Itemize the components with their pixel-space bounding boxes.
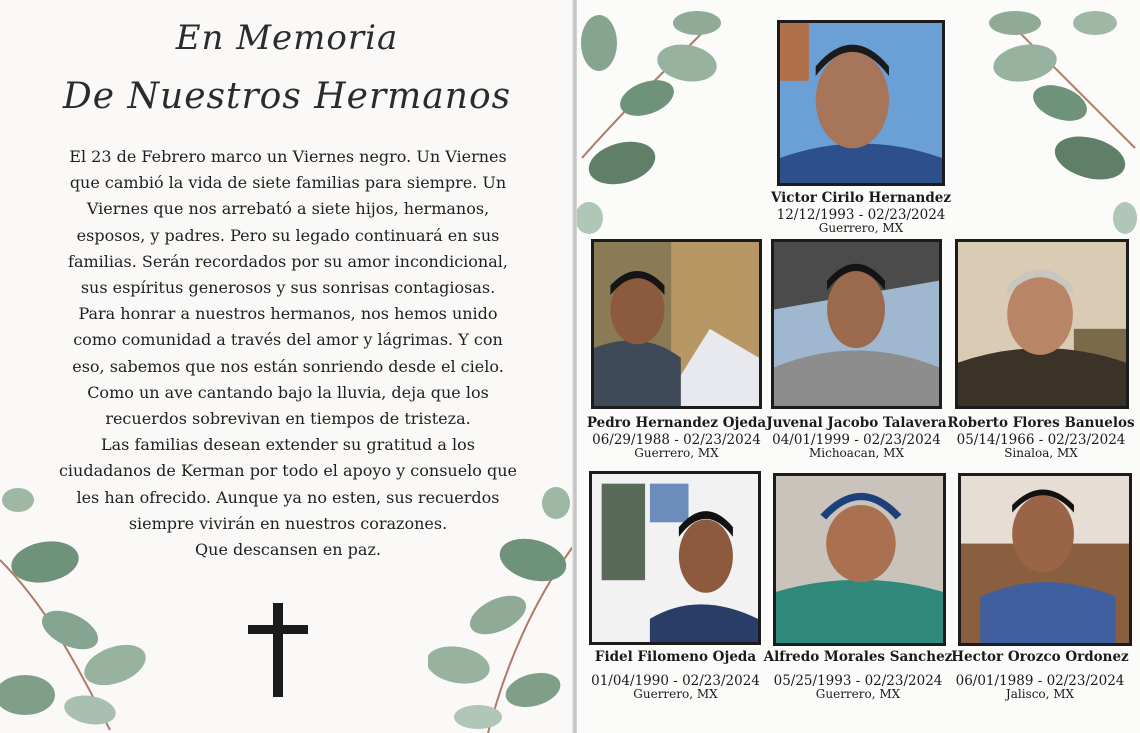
- memorial-dates: 05/14/1966 - 02/23/2024: [956, 432, 1126, 448]
- memorial-dates: 04/01/1999 - 02/23/2024: [772, 432, 941, 448]
- eucalyptus-leaves-icon: [577, 8, 727, 238]
- memorial-dates: 06/29/1988 - 02/23/2024: [592, 432, 761, 448]
- memorial-name: Alfredo Morales Sanchez: [763, 649, 953, 665]
- cross-icon: [248, 603, 308, 697]
- memorial-place: Guerrero, MX: [633, 687, 718, 701]
- paragraph-4: Que descansen en paz.: [195, 540, 381, 560]
- memorial-caption: [577, 649, 774, 701]
- paragraph-3: Las familias desean extender su gratitud a los ciudadanos de Kerman por todo el apoyo y consuelo que les han ofrecido. Aunque ya no esten, sus recuerdos siempre vivirán en nuestros corazones.: [58, 435, 518, 533]
- portrait-photo: [771, 239, 942, 409]
- memorial-place: Guerrero, MX: [818, 221, 904, 235]
- memorial-dates: 05/25/1993 - 02/23/2024: [773, 673, 943, 689]
- memorial-name: Roberto Flores Banuelos: [947, 415, 1135, 431]
- eucalyptus-leaves-icon: [0, 480, 160, 733]
- memorial-place: Michoacan, MX: [808, 446, 904, 460]
- memorial-caption: [940, 649, 1140, 701]
- memorial-caption: [757, 190, 965, 235]
- title-line-2: De Nuestros Hermanos: [62, 76, 512, 117]
- memorial-caption: [942, 415, 1140, 460]
- memorial-caption: [577, 415, 776, 460]
- memorial-place: Guerrero, MX: [815, 687, 901, 701]
- paragraph-2: Para honrar a nuestros hermanos, nos hemos unido como comunidad a través del amor y lágrimas. Y con eso, sabemos que nos están sonriendo desde el cielo. Como un ave cantando bajo la lluvia, deja que los recuerdos sobrevivan en tiempos de tristeza.: [72, 304, 504, 429]
- memorial-dates: 06/01/1989 - 02/23/2024: [955, 673, 1125, 689]
- paragraph-1: El 23 de Febrero marco un Viernes negro. Un Viernes que cambió la vida de siete familias para siempre. Un Viernes que nos arrebató a siete hijos, hermanos, esposos, y padres. Pero su legado continuará en sus familias. Serán recordados por su amor incondicional, sus espíritus generosos y sus sonrisas contagiosas.: [68, 147, 508, 298]
- memorial-name: Hector Orozco Ordonez: [951, 649, 1129, 665]
- memorial-place: Jalisco, MX: [1005, 687, 1075, 701]
- memorial-name: Juvenal Jacobo Talavera: [766, 415, 947, 431]
- portrait-photo: [777, 20, 945, 186]
- memorial-place: Sinaloa, MX: [1004, 446, 1078, 460]
- memorial-name: Victor Cirilo Hernandez: [770, 190, 952, 206]
- eucalyptus-leaves-icon: [428, 485, 574, 733]
- memorial-name: Fidel Filomeno Ojeda: [594, 649, 757, 665]
- memorial-caption: [757, 415, 956, 460]
- portrait-photo: [591, 239, 762, 409]
- right-page: [577, 0, 1140, 733]
- portrait-photo: [958, 473, 1132, 646]
- title-line-1: En Memoria: [175, 18, 399, 58]
- memorial-dates: 01/04/1990 - 02/23/2024: [591, 673, 760, 689]
- portrait-photo: [589, 471, 761, 645]
- memorial-dates: 12/12/1993 - 02/23/2024: [776, 207, 946, 223]
- eucalyptus-leaves-icon: [985, 8, 1140, 238]
- memorial-caption: [757, 649, 959, 701]
- memorial-place: Guerrero, MX: [634, 446, 719, 460]
- portrait-photo: [955, 239, 1129, 409]
- portrait-photo: [773, 473, 946, 646]
- memorial-name: Pedro Hernandez Ojeda: [586, 415, 767, 431]
